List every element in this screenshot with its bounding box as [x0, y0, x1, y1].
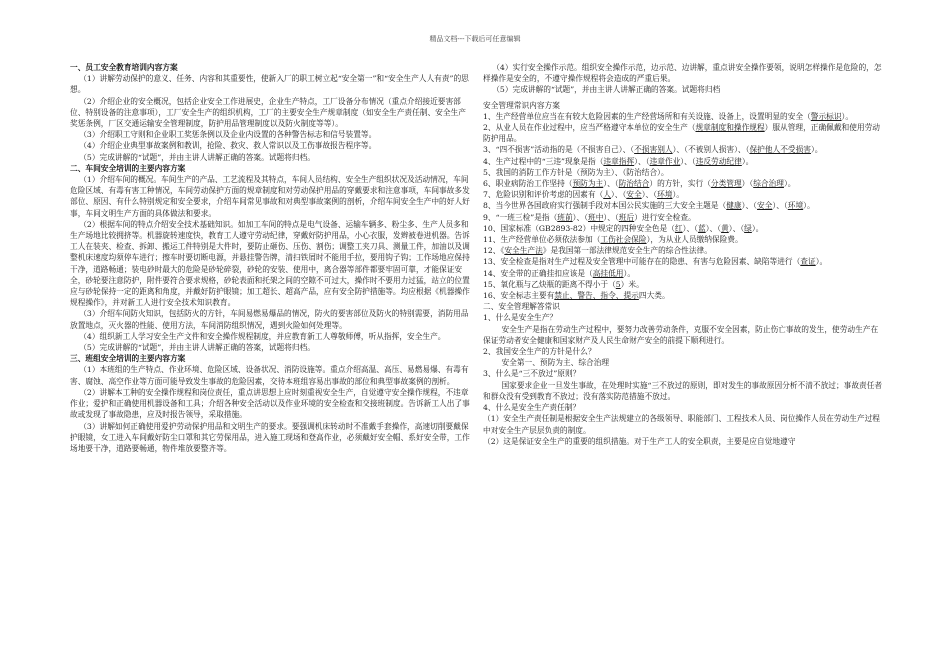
answer: 人 — [603, 190, 611, 200]
quiz-item-12: 12、《安全生产法》是我国第一部法律规范安全生产的综合性法律。 — [483, 246, 712, 256]
answer: 违反劳动纪律 — [695, 156, 742, 166]
answer: 安全生产法 — [504, 246, 543, 256]
section-title: 二、安全管理解答常识 — [483, 302, 560, 312]
answer-paragraph: 国家要求企业一旦发生事故，在处理时实施“三不放过的原则，即对发生的事故原因分析不清不放过；事故责任者和群众没有受到教育不放过；没有落实防范措施不放过。 — [483, 380, 883, 401]
paragraph: （4）介绍企业典型事故案例和教训，抢险、救灾、救人常识以及工伤事故报告程序等。 — [79, 141, 377, 151]
question: 3、什么是“三不放过”原则？ — [483, 369, 581, 379]
section-title: 二、车间安全培训的主要内容方案 — [70, 163, 186, 173]
answer: 班中 — [588, 212, 604, 222]
answer: 黄 — [721, 223, 729, 233]
header-note: 精品文档---下载后可任意编辑 — [429, 35, 521, 43]
quiz-item-10: 10、国家标准（GB2893-82）中规定的四种安全色是（红）、（蓝）、（黄）、（绿）。 — [483, 223, 764, 233]
answer: 环境 — [787, 201, 804, 211]
quiz-item-15: 15、氧化瓶与乙炔瓶的距离不得小于（5）米。 — [483, 279, 644, 289]
answer: 不损害别人 — [634, 145, 673, 155]
left-column — [70, 62, 470, 454]
quiz-item-13: 13、安全检查是指对生产过程及安全管理中可能存在的隐患、有害与危险因素、缺陷等进行（查证）。 — [483, 257, 828, 267]
answer: 蓝 — [697, 223, 706, 233]
answer-paragraph: （1）安全生产责任制是根据安全生产法规建立的各级领导、职能部门、工程技术人员、岗位操作人员在劳动生产过程中对安全生产层层负责的制度。 — [483, 414, 880, 435]
question: 4、什么是安全生产责任制？ — [483, 403, 581, 413]
section-title: 一、员工安全教育培训内容方案 — [70, 63, 178, 72]
quiz-item-16: 16、安全标志主要有禁止、警告、指令、提示四大类。 — [483, 291, 670, 301]
answer: 环境 — [657, 190, 673, 200]
paragraph: （2）讲解本工种的安全操作规程和岗位责任，重点讲思想上应时刻重视安全生产，自觉遵守安全操作规程，不违章作业；爱护和正确使用机器设备和工具；介绍各种安全活动以及作业环境的安全检查和交接班制度。告诉新工人出了事故或发现了事故隐患，应及时报告领导，采取措施。 — [70, 387, 470, 420]
paragraph: （4）实行安全操作示范。组织安全操作示范，边示范、边讲解，重点讲安全操作要领，说明怎样操作是危险的，怎样操作是安全的，不遵守操作规程将会造成的严重后果。 — [483, 63, 882, 84]
question: 1、什么是安全生产？ — [483, 313, 558, 323]
paragraph: （3）介绍职工守则和企业职工奖惩条例以及企业内设置的各种警告标志和信号装置等。 — [79, 130, 377, 140]
answer: 健康 — [726, 201, 742, 211]
answer: 分类管理 — [710, 179, 742, 189]
answer: 高挂低用 — [592, 268, 624, 278]
paragraph: （1）本班组的生产特点、作业环境、危险区域、设备状况、消防设施等。重点介绍高温、高压、易燃易爆、有毒有害、腐蚀、高空作业等方面可能导致发生事故的危险因素，交待本班组容易出事故的部位和典型事故案例的剖析。 — [70, 365, 469, 386]
quiz-item-4: 4、生产过程中的“三违”现象是指（违章指挥）、（违章作业）、（违反劳动纪律）。 — [483, 156, 754, 166]
answer: 禁止、警告、指令、提示 — [554, 291, 639, 301]
answer: 安全 — [626, 190, 642, 200]
right-column — [483, 62, 883, 447]
answer-paragraph: 安全第一、预防为主、综合治理 — [501, 358, 610, 368]
answer: 红 — [674, 223, 683, 233]
section-title: 安全管理常识内容方案 — [483, 100, 560, 110]
quiz-item-6: 6、职业病防治工作坚持（预防为主）、（防治结合）的方针，实行（分类管理）（综合治理）。 — [483, 179, 796, 189]
paragraph: （4）组织新工人学习安全生产文件和安全操作规程制度，并应教育新工人尊敬师傅，听从指挥，安全生产。 — [79, 331, 446, 341]
paragraph: （2）介绍企业的安全概况，包括企业安全工作进展史，企业生产特点，工厂设备分布情况（重点介绍接近要害部位、特别设备的注意事项），工厂安全生产的组织机构，工厂的主要安全生产规章制度（如安全生产责任制、安全生产奖惩条例，厂区交通运输安全管理制度，防护用品管理制度以及防火制度等等）。 — [70, 96, 466, 129]
answer: 班后 — [618, 212, 635, 222]
answer: 工伤社会保险 — [600, 235, 647, 245]
paragraph: （3）介绍车间防火知识，包括防火的方针，车间易燃易爆品的情况，防火的要害部位及防火的特别需要，消防用品放置地点，灭火器的性能、使用方法，车间消防组织情况，遇到火险如何处理等。 — [70, 309, 469, 330]
answer: 查证 — [800, 257, 816, 267]
answer-paragraph: （2）这是保证安全生产的重要的组织措施。对于生产工人的安全职责，主要是应自觉地遵守 — [483, 436, 796, 446]
answer: 违章作业 — [649, 156, 681, 166]
answer: 警示标识 — [810, 111, 842, 121]
quiz-item-14: 14、安全带的正确挂扣应该是（高挂低用）。 — [483, 268, 636, 278]
section-title: 三、班组安全培训的主要内容方案 — [70, 354, 186, 364]
quiz-item-2: 2、从业人员在作业过程中，应当严格遵守本单位的安全生产（规章制度和操作规程）服从管理，正确佩戴和使用劳动防护用品。 — [483, 123, 880, 144]
quiz-item-8: 8、当今世界各国政府实行强制手段对本国公民实施的三大安全主题是（健康）、（安全）、（环境）。 — [483, 201, 815, 211]
quiz-item-5: 5、我国的消防工作方针是（预防为主）、（防治结合）。 — [483, 167, 669, 177]
paragraph: （2）根据车间的特点介绍安全技术基础知识。如加工车间的特点是电气设备、运输车辆多、粉尘多、生产人员多和生产场地比较拥挤等。机器旋转速度快，教育工人遵守劳动纪律，穿戴好防护用品，小心衣服，发辫被卷进机器。告诉工人在装夹、检查、拆卸、搬运工件特别是大件时，要防止砸伤、压伤、割伤；调整工夹刀具、测量工件，加油以及调整机床速度均须停车进行；擦车时要切断电源，并悬挂警告牌，清扫铁屑时不能用手拉，要用钩子钩；工作场地应保持干净，道路畅通；装电砂时最大的危险是砂轮碎裂，砂轮的安装、使用中，离合器等部件都要牢固可靠，才能保证安全，砂轮要注意防护，附件要符合要求规格，砂轮表面和托架之间的空隙不可过大，操作时不要用力过猛，站立的位置应与砂轮保持一定的距离和角度，并戴好防护眼镜；加工超长、超高产品，应有安全防护措施等。均应根据《机器操作规程操作》，并对新工人进行安全技术知识教育。 — [70, 219, 470, 308]
paragraph: （3）讲解如何正确使用爱护劳动保护用品和文明生产的要求。要强调机床转动时不准戴手套操作，高速切削要戴保护眼镜，女工进入车间戴好防尘口罩和其它劳保用品，进入施工现场和登高作业，必须戴好安全帽、系好安全带，工作场地要干净，道路要畅通，物件堆放要整齐等。 — [70, 421, 470, 453]
answer: 安全 — [756, 201, 773, 211]
quiz-item-7: 7、危险识别和评价考虑的因素有（人）、（安全）、（环境）。 — [483, 190, 684, 200]
quiz-item-9: 9、“一班三检”是指（班前）、（班中）、（班后）进行安全检查。 — [483, 212, 696, 222]
question: 2、我国安全生产的方针是什么？ — [483, 347, 596, 357]
answer: 班前 — [557, 212, 573, 222]
quiz-item-1: 1、生产经营单位应当在有较大危险因素的生产经营场所和有关设施、设备上，设置明显的安全（警示标识）。 — [483, 111, 854, 121]
answer: 5 — [615, 279, 621, 289]
quiz-item-11: 11、生产经营单位必须依法参加（工伤社会保险），为从业人员缴纳保险费。 — [483, 235, 743, 245]
answer: 防治结合 — [618, 179, 650, 189]
quiz-item-3: 3、“四不损害”活动指的是（不损害自己）、（不损害别人）、（不被别人损害）、（保护他人不受损害）。 — [483, 145, 823, 155]
paragraph: （1）讲解劳动保护的意义、任务、内容和其重要性，使新入厂的职工树立起“安全第一”和“安全生产人人有责”的思想。 — [70, 74, 469, 95]
answer-paragraph: 安全生产是指在劳动生产过程中，要努力改善劳动条件，克服不安全因素，防止伤亡事故的发生，使劳动生产在保证劳动者安全健康和国家财产及人民生命财产安全的前提下顺利进行。 — [483, 324, 879, 345]
answer: 违章指挥 — [603, 156, 635, 166]
answer: 保护他人不受损害 — [749, 145, 811, 155]
answer: 绿 — [744, 223, 752, 233]
answer: 预防为主 — [572, 179, 604, 189]
paragraph: （5）完成讲解的“试题”，并由主讲人讲解正确的答案。试题将归档 — [492, 85, 721, 95]
answer: 综合治理 — [753, 179, 784, 189]
paragraph: （1）介绍车间的概况。车间生产的产品、工艺流程及其特点，车间人员结构、安全生产组织状况及活动情况，车间危险区域、有毒有害工种情况，车间劳动保护方面的规章制度和对劳动保护用品的穿戴要求和注意事项，车间事故多发部位、原因、有什么特别规定和安全要求，介绍车间常见事故和对典型事故案例的剖析，介绍车间安全生产中的好人好事，车间文明生产方面的具体做法和要求。 — [70, 175, 470, 218]
answer: 规章制度和操作规程 — [695, 123, 765, 133]
paragraph: （5）完成讲解的“试题”，并由主讲人讲解正确的答案。试题将归档。 — [79, 152, 315, 162]
paragraph: （5）完成讲解的“试题”，并由主讲人讲解正确的答案，试题将归档。 — [79, 343, 315, 353]
